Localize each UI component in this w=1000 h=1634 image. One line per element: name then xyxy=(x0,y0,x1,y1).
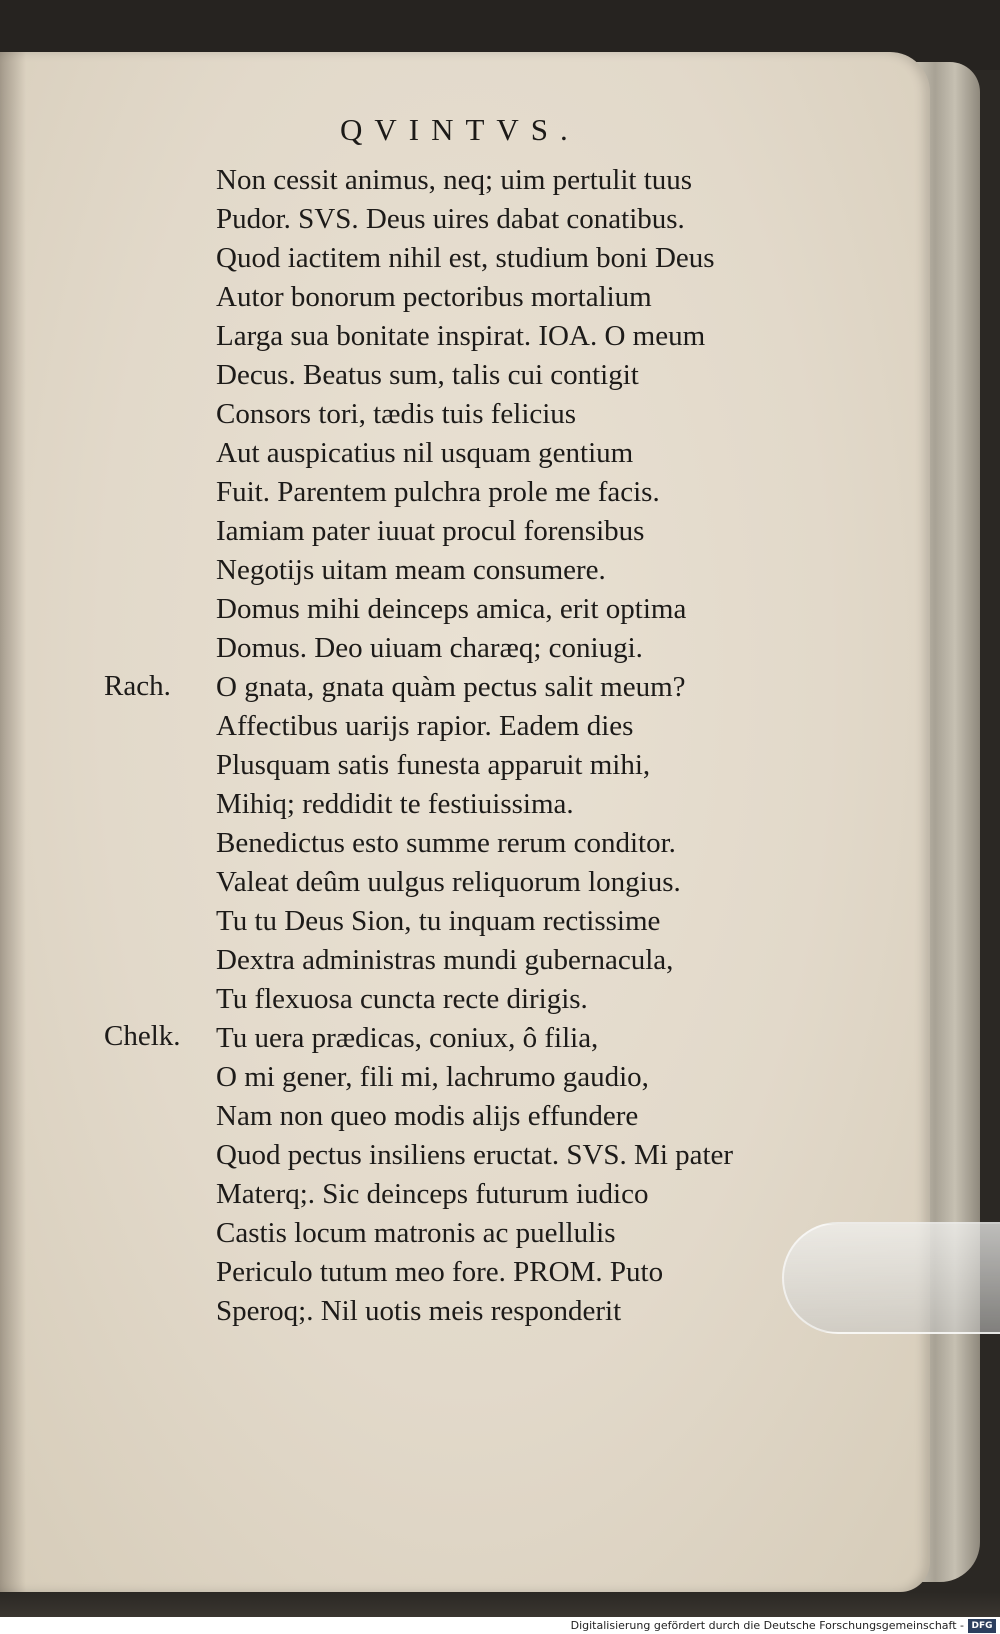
verse-line: Pudor. SVS. Deus uires dabat conatibus. xyxy=(216,203,685,235)
verse-line: Domus mihi deinceps amica, erit optima xyxy=(216,593,687,625)
verse-line: O mi gener, fili mi, lachrumo gaudio, xyxy=(216,1061,649,1093)
verse-line: Speroq;. Nil uotis meis responderit xyxy=(216,1295,622,1327)
verse-line: Materq;. Sic deinceps futurum iudico xyxy=(216,1178,649,1210)
gutter-shadow xyxy=(0,52,26,1592)
verse-line: Tu tu Deus Sion, tu inquam rectissime xyxy=(216,905,661,937)
verse-line: Dextra administras mundi gubernacula, xyxy=(216,944,674,976)
verse-line: Decus. Beatus sum, talis cui contigit xyxy=(216,359,639,391)
verse-line: Fuit. Parentem pulchra prole me facis. xyxy=(216,476,660,508)
verse-line: Negotijs uitam meam consumere. xyxy=(216,554,606,586)
verse-line: Non cessit animus, neq; uim pertulit tuus xyxy=(216,164,693,196)
verse-line: Larga sua bonitate inspirat. IOA. O meum xyxy=(216,320,706,352)
verse-line: Benedictus esto summe rerum conditor. xyxy=(216,827,676,859)
speaker-chelk: Chelk. xyxy=(104,1020,181,1052)
verse-line: Affectibus uarijs rapior. Eadem dies xyxy=(216,710,634,742)
verse-line: Plusquam satis funesta apparuit mihi, xyxy=(216,749,651,781)
glass-page-weight xyxy=(782,1222,1000,1334)
verse-line: Nam non queo modis alijs effundere xyxy=(216,1100,639,1132)
verse-line: Quod iactitem nihil est, studium boni Deus xyxy=(216,242,715,274)
verse-line: Consors tori, tædis tuis felicius xyxy=(216,398,577,430)
verse-line: Domus. Deo uiuam charæq; coniugi. xyxy=(216,632,643,664)
footer-credit: Digitalisierung gefördert durch die Deutsche Forschungsgemeinschaft - xyxy=(570,1619,964,1632)
verse-line: Iamiam pater iuuat procul forensibus xyxy=(216,515,645,547)
verse-line: Mihiq; reddidit te festiuissima. xyxy=(216,788,574,820)
verse-line: Autor bonorum pectoribus mortalium xyxy=(216,281,652,313)
verse-line: Tu flexuosa cuncta recte dirigis. xyxy=(216,983,588,1015)
speaker-rach: Rach. xyxy=(104,670,171,702)
verse-line: O gnata, gnata quàm pectus salit meum? xyxy=(216,671,686,703)
verse-line: Quod pectus insiliens eructat. SVS. Mi pater xyxy=(216,1139,734,1171)
verse-line: Periculo tutum meo fore. PROM. Puto xyxy=(216,1256,664,1288)
verse-line: Valeat deûm uulgus reliquorum longius. xyxy=(216,866,681,898)
verse-line: Aut auspicatius nil usquam gentium xyxy=(216,437,634,469)
footer-band xyxy=(0,1592,1000,1634)
dfg-logo: DFG xyxy=(968,1619,996,1633)
verse-line: Castis locum matronis ac puellulis xyxy=(216,1217,616,1249)
running-head: QVINTVS. xyxy=(340,112,580,147)
verse-line: Tu uera prædicas, coniux, ô filia, xyxy=(216,1022,599,1054)
